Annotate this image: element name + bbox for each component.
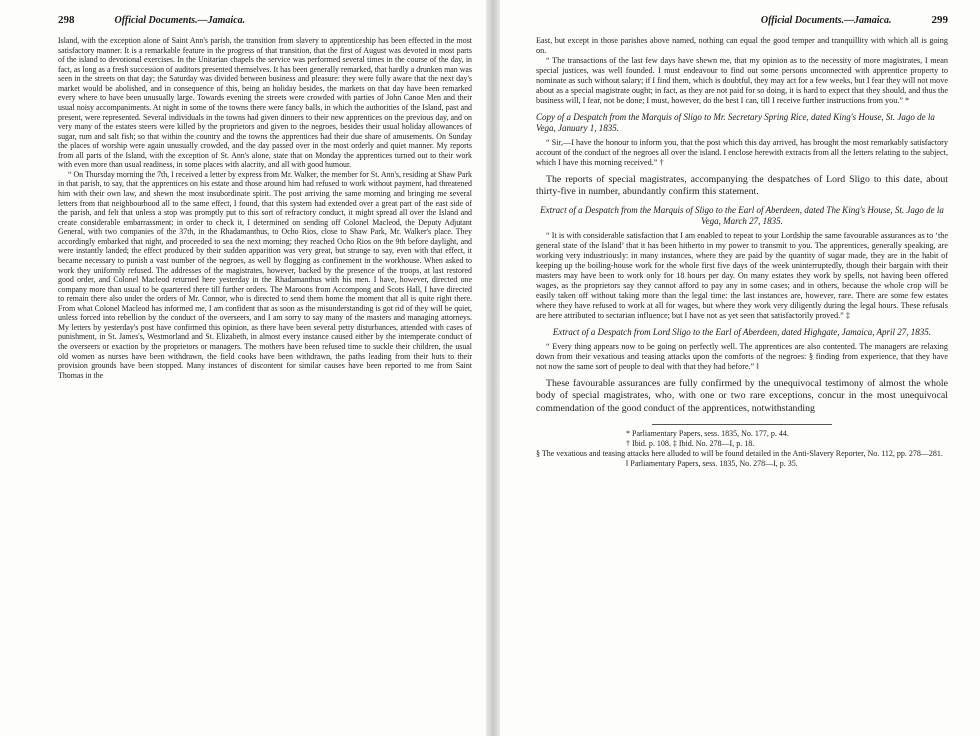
- paragraph-reports: The reports of special magistrates, accompanying the despatches of Lord Sligo to this date, about thirty-five in number, abundantly confirm this statement.: [536, 174, 948, 198]
- heading-despatch-april: Extract of a Despatch from Lord Sligo to the Earl of Aberdeen, dated Highgate, Jamaica, April 27, 1835.: [552, 326, 932, 337]
- footnote: § The vexatious and teasing attacks here alluded to will be found detailed in the Anti-Slavery Reporter, No. 112, pp. 278—281.: [536, 449, 943, 459]
- paragraph-thursday-letter: “ On Thursday morning the 7th, I received a letter by express from Mr. Walker, the member for St. Ann's, residing at Shaw Park in that parish, to say, that the apprentices on his estate and those around him had refused to work without payment, had threatened him with their own law, and shewn the most insubordinate spirit. The post arriving the same morning and bringing me several letters from that neighbourhood all to the same effect, I found, that this system had extended over a great part of the east side of the parish, and felt that unless a stop was promptly put to this sort of refractory conduct, it might spread all over the Island and create considerable embarrassment; in order to check it, I determined on sending off Colonel Macleod, the Deputy Adjutant General, with two companies of the 37th, in the Rhadamanthus, to Ocho Rios, close to Shaw Park, Mr. Walker's place. They accordingly embarked that night, and proceeded to sea the next morning; they reached Ocho Rios on the 9th before daylight, and were instantly landed; the effect produced by their sudden apparition was very great, but strange to say, even with that effect, it became necessary to punish a vast number of the negroes, as well by flogging as confinement in the workhouse. When asked to work they uniformly refused. The addresses of the magistrates, however, backed by the presence of the troops, at last restored good order, and Colonel Macleod returned here yesterday in the Rhadamanthus with his men. I have, however, directed one company more than usual to be quartered there till further orders. The Maroons from Accompong and Scots Hall, I have directed to remain there also under the orders of Mr. Connor, who is directed to send them home the moment that all is quite right there. From what Colonel Macleod has informed me, I am confident that as soon as the misunderstanding is got rid of they will be quiet, unless forced into rebellion by the conduct of the overseers, and I am sorry to say many of the masters and managing attorneys. My letters by yesterday's post have confirmed this opinion, as there have been several petty disturbances, attended with cases of punishment, in St. James's, Westmorland and St. Elizabeth, in almost every instance caused either by the intemperate conduct of the overseers or exaction by the proprietors or managers. The mothers have been refused time to suckle their children, the usual old women as nurses have been withdrawn, the field cooks have been withdrawn, the paths leading from their huts to their provision grounds have been stopped. Many instances of discontent for similar causes have been reported to me from Saint Thomas in the: [58, 169, 472, 380]
- left-running-head: [58, 14, 472, 32]
- book-gutter: [486, 0, 500, 736]
- footnote: * Parliamentary Papers, sess. 1835, No. 177, p. 44.: [626, 429, 789, 439]
- right-running-title: Official Documents.—Jamaica.: [760, 15, 892, 26]
- paragraph-continuation: East, but except in those parishes above named, nothing can equal the good temper and tranquillity with which all is going on.: [536, 36, 948, 55]
- footnote: † Ibid. p. 108. ‡ Ibid. No. 278—I, p. 18.: [626, 439, 755, 449]
- footnotes: [536, 429, 948, 469]
- paragraph-transition: Island, with the exception alone of Saint Ann's parish, the transition from slavery to apprenticeship has been effected in the most satisfactory manner. It is a remarkable feature in the progress of that transition, that the first of August was devoted in most parts of the island to devotional exercises. In the Unitarian chapels the service was performed several times in the course of the day, in fact, as long as a fresh succession of auditors presented themselves. It has been generally remarked, that hardly a drunken man was seen in the streets on that day; the Saturday was divided between business and pleasure: they were fully aware that the next day's market would be abolished, and in consequence of this, being an holiday besides, the markets on that day have been remarked every where to have been unusually large. Towards evening the streets were crowded with parties of John Canoe Men and their usual noisy accompaniments. At night in some of the towns there were fancy balls, in which the authorities of the Island, past and present, were represented. Several individuals in the towns had given dinners to their new apprentices on the previous day, and on very many of the estates steers were killed by the proprietors and given to the negroes, besides their usual holiday allowances of sugar, rum and salt fish; so that within the country and the towns the apprentices had their due share of amusements. On Sunday the places of worship were again unusually crowded, and the day passed over in the most orderly and quiet manner. My reports from all parts of the Island, with the exception of St. Ann's alone, state that on Monday the apprentices turned out to their work with even more than usual readiness, in some places with alacrity, and all with good humour.: [58, 36, 472, 170]
- left-body-text: [58, 36, 472, 380]
- right-running-head: [536, 14, 948, 32]
- paragraph-march-letter: “ It is with considerable satisfaction that I am enabled to repeat to your Lordship the same favourable assurances as to ‘the general state of the Island’ that it has been hitherto in my power to transmit to you. The apprentices, generally speaking, are working very industriously: in many instances, where they are paid by the quantity of sugar made, they are in the habit of keeping up the boiling-house work for the whole first five days of the week uninterruptedly, though their bargain with their masters may have been to work only for 18 hours per day. On many estates they work by spells, not having been offered wages, as the proprietors say they cannot afford to pay any in some cases; and in others, because the whole crop will be easily taken off without taking more than the legal time: the last instances are, however, rare. There are some few estates where they have refused to work at all for wages, but where they work very diligently during the legal hours. These refusals are here attributed to sectarian influence; but I have not as yet seen that satisfactorily proved.” ‡: [536, 230, 948, 320]
- left-page: [58, 14, 472, 729]
- left-running-title: Official Documents.—Jamaica.: [114, 15, 246, 26]
- footnote: ‖ Parliamentary Papers, sess. 1835, No. 278—I, p. 35.: [626, 459, 798, 469]
- heading-despatch-spring-rice: Copy of a Despatch from the Marquis of Sligo to Mr. Secretary Spring Rice, dated King's House, St. Jago de la Vega, January 1, 1835.: [536, 112, 935, 133]
- heading-despatch-march: Extract of a Despatch from the Marquis of Sligo to the Earl of Aberdeen, dated The King's House, St. Jago de la Vega, March 27, 1835.: [540, 204, 944, 226]
- right-page-number: 299: [931, 14, 948, 26]
- right-page: [536, 14, 948, 729]
- paragraph-april-letter: “ Every thing appears now to be going on perfectly well. The apprentices are also contented. The managers are relaxing down from their vexatious and teasing attacks upon the comforts of the negroes: § finding from experience, that they have not now the same sort of people to deal with that they had before.” ‖: [536, 341, 948, 371]
- footnote-rule: [652, 424, 832, 425]
- right-body-text: [536, 36, 948, 415]
- paragraph-magistrates-quote: “ The transactions of the last few days have shewn me, that my opinion as to the necessity of more magistrates, I mean special justices, was well founded. I must endeavour to find out some persons unconnected with apprentice property to nominate as such without salary; if I find them, which is doubtful, they may act for a few weeks, but I fear they will not move about as a special magistrate ought; in fact, as they are not paid for so doing, it is hard to expect that they should, and thus the business will, I fear, not be done; I must, however, do the best I can, till I receive further instructions from you.” *: [536, 56, 948, 105]
- paragraph-sir-letter: “ Sir,—I have the honour to inform you, that the post which this day arrived, has brought the most remarkably satisfactory account of the conduct of the negroes all over the island. I enclose herewith extracts from all the letters relating to the subject, which I have this morning received.” †: [536, 138, 948, 167]
- paragraph-favourable-assurances: These favourable assurances are fully confirmed by the unequivocal testimony of almost the whole body of special magistrates, who, with one or two rare exceptions, concur in the most unequivocal commendation of the good conduct of the apprentices, notwithstanding: [536, 377, 948, 414]
- left-page-number: 298: [58, 14, 75, 26]
